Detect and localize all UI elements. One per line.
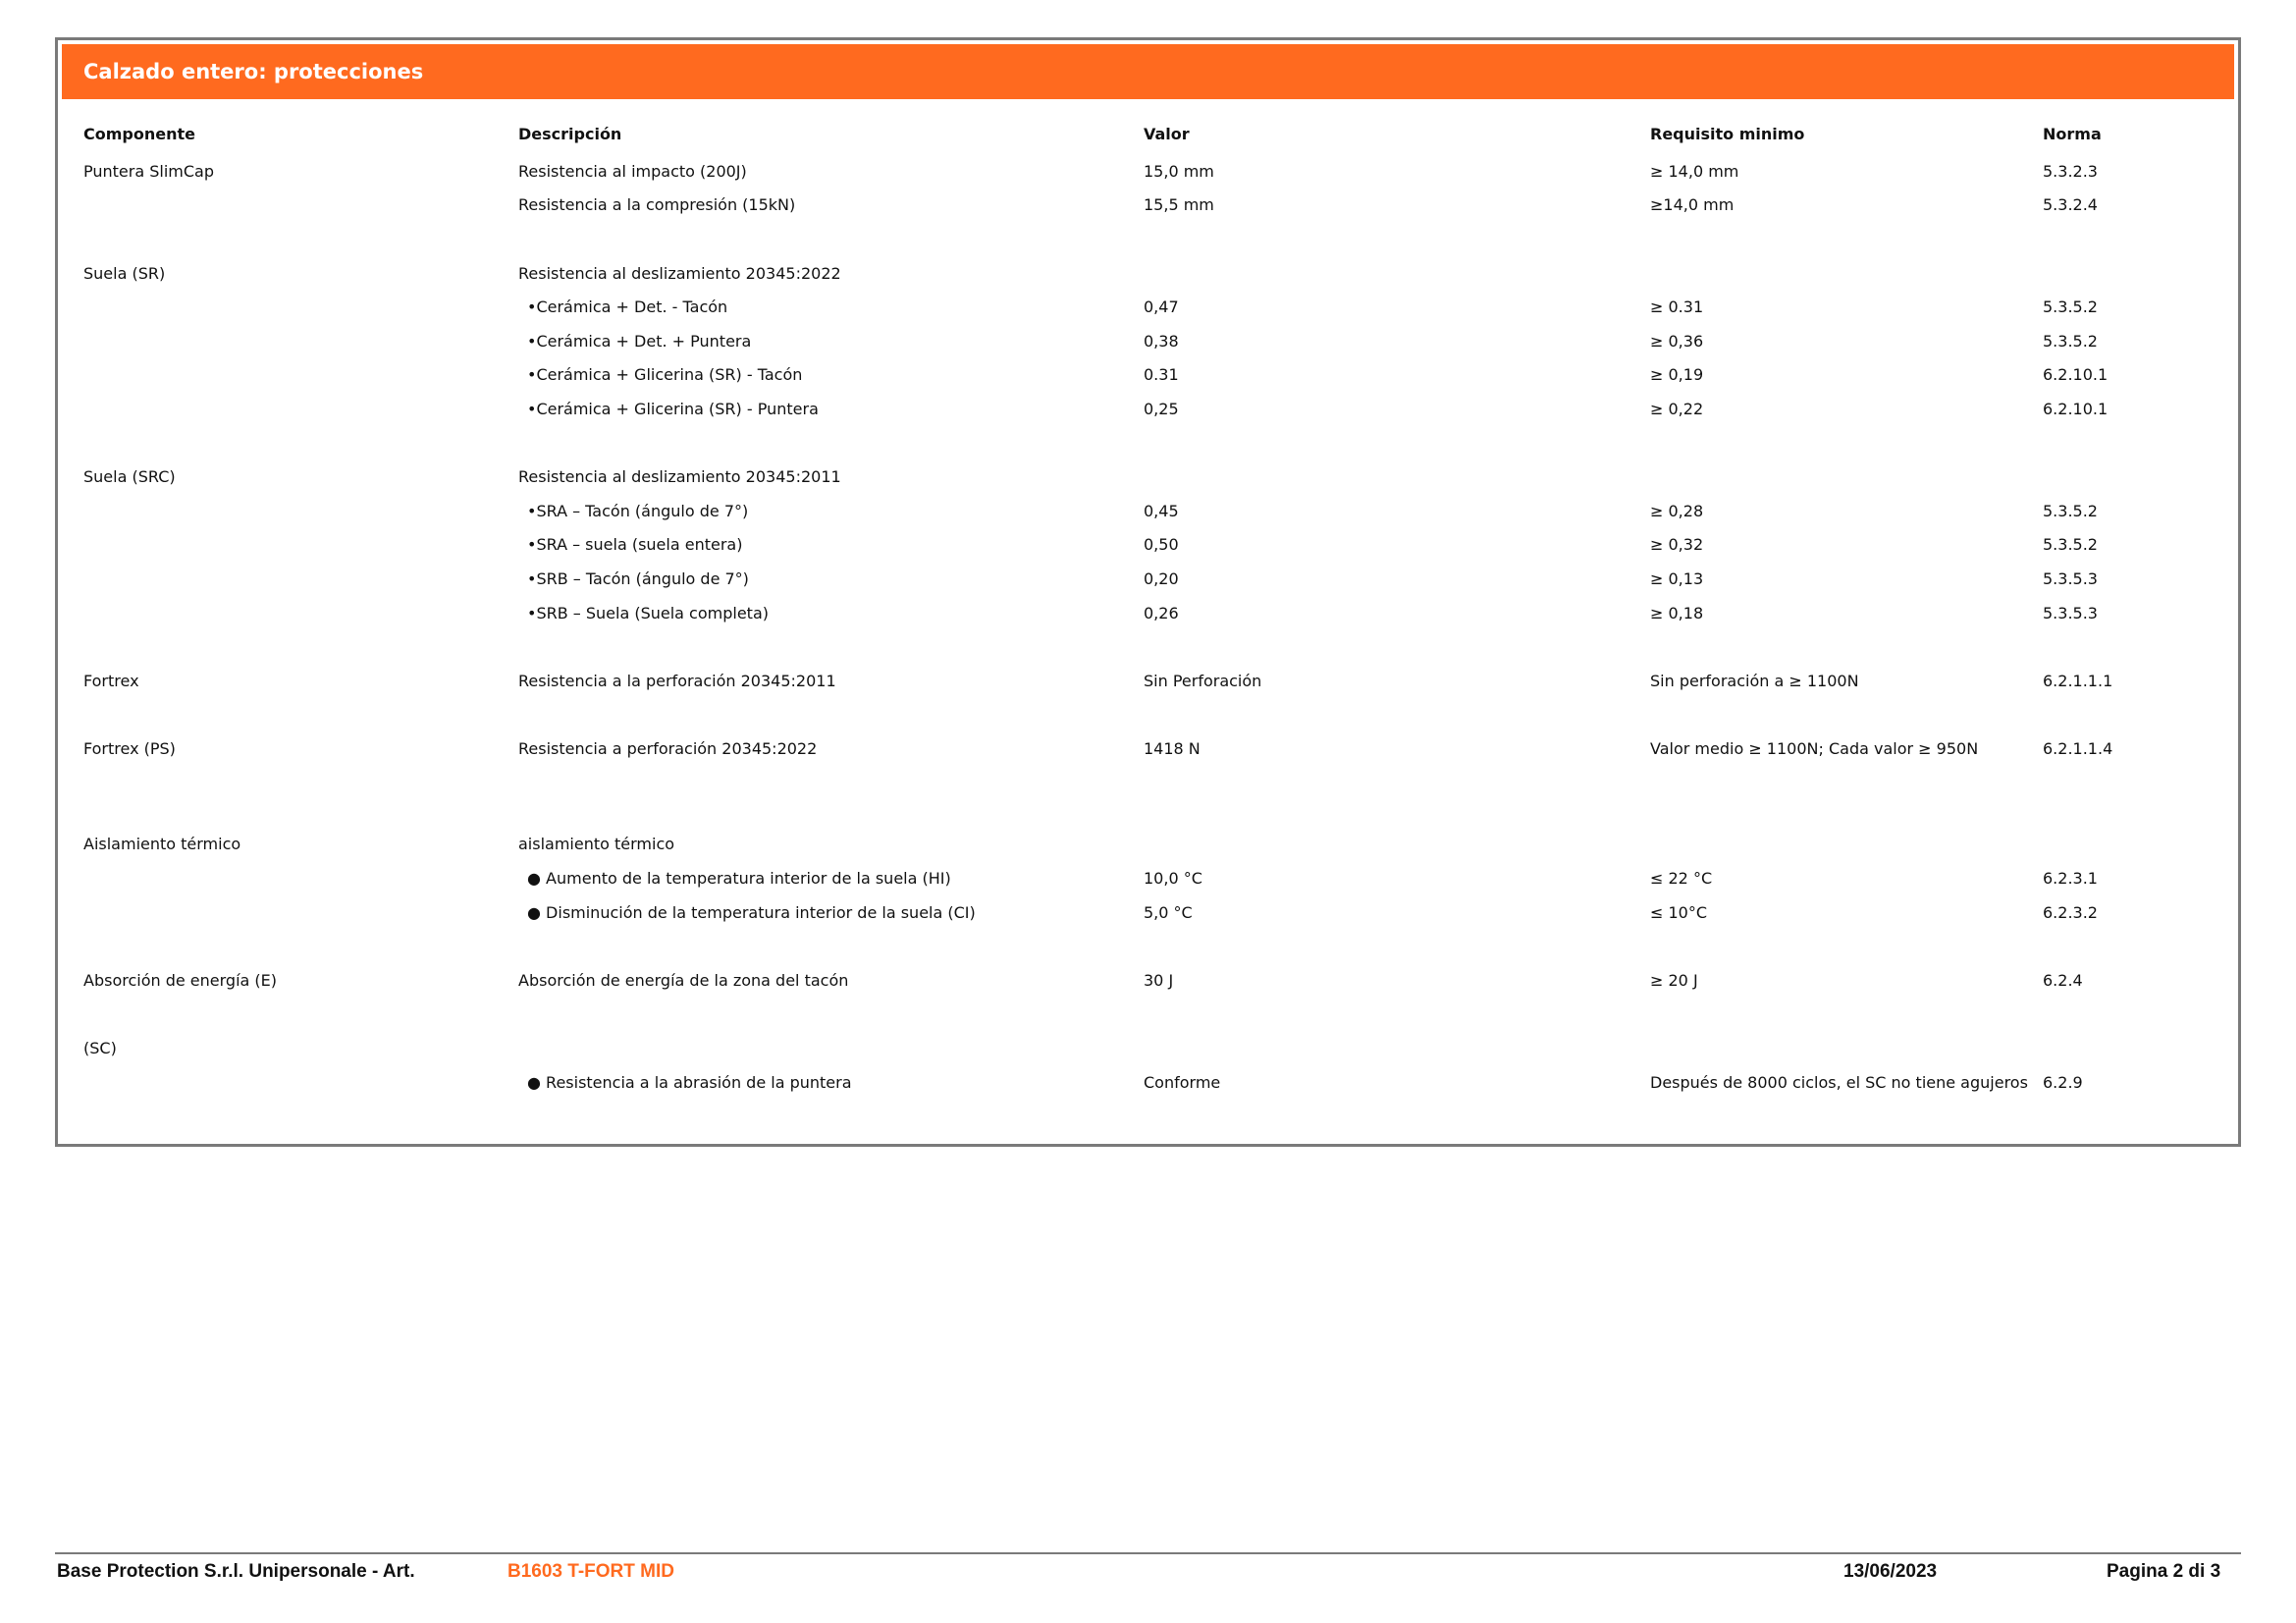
cell-descripcion: ● Disminución de la temperatura interior de la suela (CI) (527, 902, 976, 922)
footer-page-number: Pagina 2 di 3 (2107, 1561, 2221, 1582)
cell-norma: 5.3.2.4 (2043, 195, 2098, 215)
cell-descripcion: Resistencia a la perforación 20345:2011 (518, 671, 836, 690)
cell-requisito: ≥ 0,13 (1650, 568, 1704, 588)
table-row (83, 426, 2219, 460)
cell-norma: 6.2.10.1 (2043, 365, 2109, 385)
cell-valor: 1418 N (1144, 739, 1201, 759)
table-row (83, 256, 2219, 291)
cell-requisito: ≥ 0,22 (1650, 399, 1704, 418)
cell-requisito (1650, 629, 2043, 664)
footer-article: B1603 T-FORT MID (507, 1561, 674, 1582)
cell-valor (1144, 929, 1650, 963)
cell-norma (2043, 929, 2219, 963)
cell-requisito (1650, 998, 2043, 1032)
cell-requisito (1650, 828, 2043, 862)
cell-componente (83, 1065, 518, 1127)
cell-requisito: ≥ 0,36 (1650, 331, 1704, 351)
cell-componente: (SC) (83, 1039, 117, 1058)
cell-norma (2043, 828, 2219, 862)
cell-componente: Suela (SRC) (83, 467, 176, 487)
cell-componente (83, 528, 518, 563)
cell-norma: 5.3.5.2 (2043, 535, 2098, 555)
cell-valor: 15,0 mm (1144, 161, 1214, 181)
cell-descripcion: ● Resistencia a la abrasión de la puntera (527, 1072, 852, 1092)
table-row (83, 324, 2219, 358)
cell-descripcion: •SRA – suela (suela entera) (527, 535, 743, 555)
table-row (83, 290, 2219, 324)
table-row (83, 1065, 2219, 1127)
header-norma: Norma (2043, 124, 2102, 143)
table-row (83, 494, 2219, 528)
cell-valor: 0,25 (1144, 399, 1179, 418)
table-header-row (83, 113, 2219, 154)
cell-componente (83, 596, 518, 630)
cell-descripcion: •SRB – Suela (Suela completa) (527, 603, 769, 622)
cell-descripcion: •Cerámica + Glicerina (SR) - Tacón (527, 365, 803, 385)
cell-descripcion (518, 222, 1144, 256)
cell-valor (1144, 460, 1650, 494)
cell-requisito (1650, 929, 2043, 963)
cell-norma: 5.3.5.2 (2043, 298, 2098, 317)
cell-descripcion: •Cerámica + Det. + Puntera (527, 331, 752, 351)
cell-requisito: ≥14,0 mm (1650, 195, 1735, 215)
cell-descripcion: Resistencia a la compresión (15kN) (518, 195, 796, 215)
cell-valor (1144, 426, 1650, 460)
cell-requisito: ≥ 14,0 mm (1650, 161, 1739, 181)
cell-norma (2043, 426, 2219, 460)
cell-norma: 5.3.5.2 (2043, 501, 2098, 520)
table-row (83, 528, 2219, 563)
cell-requisito (1650, 1031, 2043, 1065)
cell-norma: 6.2.3.2 (2043, 902, 2098, 922)
cell-componente (83, 189, 518, 223)
cell-norma (2043, 698, 2219, 732)
cell-componente: Fortrex (PS) (83, 739, 176, 759)
table-row (83, 596, 2219, 630)
cell-descripcion (518, 998, 1144, 1032)
cell-descripcion (518, 426, 1144, 460)
table-row (83, 929, 2219, 963)
table-row (83, 861, 2219, 895)
footer-company: Base Protection S.r.l. Unipersonale - Art. (57, 1561, 415, 1582)
cell-descripcion (518, 629, 1144, 664)
cell-componente (83, 562, 518, 596)
cell-requisito (1650, 698, 2043, 732)
cell-valor (1144, 1031, 1650, 1065)
cell-requisito (1650, 793, 2043, 828)
cell-descripcion (518, 698, 1144, 732)
cell-requisito: ≥ 20 J (1650, 970, 1698, 990)
cell-norma: 6.2.1.1.4 (2043, 739, 2113, 759)
header-requisito: Requisito minimo (1650, 124, 1805, 143)
cell-descripcion: Resistencia al deslizamiento 20345:2022 (518, 263, 841, 283)
header-componente: Componente (83, 124, 195, 143)
table-row (83, 664, 2219, 698)
cell-descripcion: Resistencia a perforación 20345:2022 (518, 739, 818, 759)
cell-valor: Sin Perforación (1144, 671, 1262, 690)
cell-valor (1144, 793, 1650, 828)
cell-descripcion (518, 1031, 1144, 1065)
cell-valor (1144, 828, 1650, 862)
table-row (83, 358, 2219, 393)
header-descripcion: Descripción (518, 124, 622, 143)
cell-componente: Aislamiento térmico (83, 835, 241, 854)
cell-componente (83, 861, 518, 895)
cell-norma (2043, 256, 2219, 291)
cell-norma (2043, 793, 2219, 828)
cell-requisito: ≥ 0.31 (1650, 298, 1704, 317)
table-row (83, 154, 2219, 189)
cell-valor: 0,50 (1144, 535, 1179, 555)
protections-table (83, 113, 2219, 1127)
cell-requisito: Sin perforación a ≥ 1100N (1650, 671, 1859, 690)
cell-descripcion (518, 929, 1144, 963)
table-row (83, 998, 2219, 1032)
cell-requisito: ≤ 10°C (1650, 902, 1708, 922)
cell-valor (1144, 698, 1650, 732)
cell-requisito (1650, 460, 2043, 494)
table-row (83, 460, 2219, 494)
cell-norma (2043, 629, 2219, 664)
table-row (83, 629, 2219, 664)
cell-norma: 6.2.9 (2043, 1072, 2083, 1092)
table-row (83, 828, 2219, 862)
cell-descripcion: ● Aumento de la temperatura interior de la suela (HI) (527, 869, 951, 889)
cell-requisito (1650, 222, 2043, 256)
table-row (83, 392, 2219, 426)
cell-norma (2043, 460, 2219, 494)
cell-componente (83, 494, 518, 528)
cell-norma: 6.2.3.1 (2043, 869, 2098, 889)
cell-componente: Fortrex (83, 671, 139, 690)
cell-componente (83, 324, 518, 358)
cell-valor: 15,5 mm (1144, 195, 1214, 215)
cell-norma: 5.3.2.3 (2043, 161, 2098, 181)
cell-valor: 5,0 °C (1144, 902, 1193, 922)
footer-date: 13/06/2023 (1843, 1561, 1938, 1582)
section-title: Calzado entero: protecciones (62, 44, 2234, 99)
cell-descripcion: •Cerámica + Glicerina (SR) - Puntera (527, 399, 819, 418)
cell-valor (1144, 256, 1650, 291)
cell-componente (83, 698, 518, 732)
cell-componente (83, 998, 518, 1032)
cell-valor: 0,26 (1144, 603, 1179, 622)
cell-descripcion: Resistencia al deslizamiento 20345:2011 (518, 467, 841, 487)
protections-panel (55, 37, 2241, 1147)
table-row (83, 895, 2219, 930)
footer-divider (55, 1552, 2241, 1554)
cell-componente: Absorción de energía (E) (83, 970, 278, 990)
cell-norma (2043, 1031, 2219, 1065)
table-row (83, 793, 2219, 828)
cell-valor: 0,47 (1144, 298, 1179, 317)
cell-componente (83, 358, 518, 393)
cell-componente (83, 392, 518, 426)
cell-componente (83, 793, 518, 828)
cell-requisito: Valor medio ≥ 1100N; Cada valor ≥ 950N (1650, 739, 1979, 759)
cell-componente (83, 629, 518, 664)
cell-descripcion (518, 793, 1144, 828)
cell-requisito (1650, 256, 2043, 291)
cell-componente: Suela (SR) (83, 263, 166, 283)
table-row (83, 189, 2219, 223)
table-row (83, 698, 2219, 732)
header-valor: Valor (1144, 124, 1190, 143)
cell-descripcion: Resistencia al impacto (200J) (518, 161, 747, 181)
cell-valor: 0.31 (1144, 365, 1179, 385)
cell-componente (83, 222, 518, 256)
cell-requisito: ≥ 0,18 (1650, 603, 1704, 622)
cell-componente: Puntera SlimCap (83, 161, 214, 181)
cell-valor: 0,20 (1144, 568, 1179, 588)
cell-descripcion: Absorción de energía de la zona del tacón (518, 970, 849, 990)
table-row (83, 222, 2219, 256)
cell-descripcion: •SRA – Tacón (ángulo de 7°) (527, 501, 749, 520)
cell-norma: 6.2.4 (2043, 970, 2083, 990)
cell-valor: 0,38 (1144, 331, 1179, 351)
table-row (83, 1031, 2219, 1065)
cell-requisito: Después de 8000 ciclos, el SC no tiene agujeros (1650, 1072, 2028, 1092)
cell-valor: Conforme (1144, 1072, 1221, 1092)
cell-valor (1144, 222, 1650, 256)
cell-norma: 5.3.5.2 (2043, 331, 2098, 351)
cell-norma: 5.3.5.3 (2043, 568, 2098, 588)
cell-valor (1144, 629, 1650, 664)
cell-norma: 6.2.1.1.1 (2043, 671, 2113, 690)
cell-norma (2043, 222, 2219, 256)
cell-requisito: ≤ 22 °C (1650, 869, 1713, 889)
cell-norma: 5.3.5.3 (2043, 603, 2098, 622)
table-row (83, 562, 2219, 596)
cell-requisito: ≥ 0,19 (1650, 365, 1704, 385)
cell-valor: 30 J (1144, 970, 1174, 990)
cell-norma (2043, 998, 2219, 1032)
cell-requisito: ≥ 0,32 (1650, 535, 1704, 555)
cell-valor (1144, 998, 1650, 1032)
cell-requisito (1650, 426, 2043, 460)
cell-componente (83, 426, 518, 460)
cell-descripcion: •Cerámica + Det. - Tacón (527, 298, 728, 317)
cell-norma: 6.2.10.1 (2043, 399, 2109, 418)
cell-componente (83, 290, 518, 324)
cell-requisito: ≥ 0,28 (1650, 501, 1704, 520)
cell-descripcion: aislamiento térmico (518, 835, 675, 854)
table-row (83, 731, 2219, 793)
table-row (83, 963, 2219, 998)
cell-descripcion: •SRB – Tacón (ángulo de 7°) (527, 568, 749, 588)
cell-valor: 10,0 °C (1144, 869, 1202, 889)
cell-componente (83, 895, 518, 930)
cell-valor: 0,45 (1144, 501, 1179, 520)
cell-componente (83, 929, 518, 963)
